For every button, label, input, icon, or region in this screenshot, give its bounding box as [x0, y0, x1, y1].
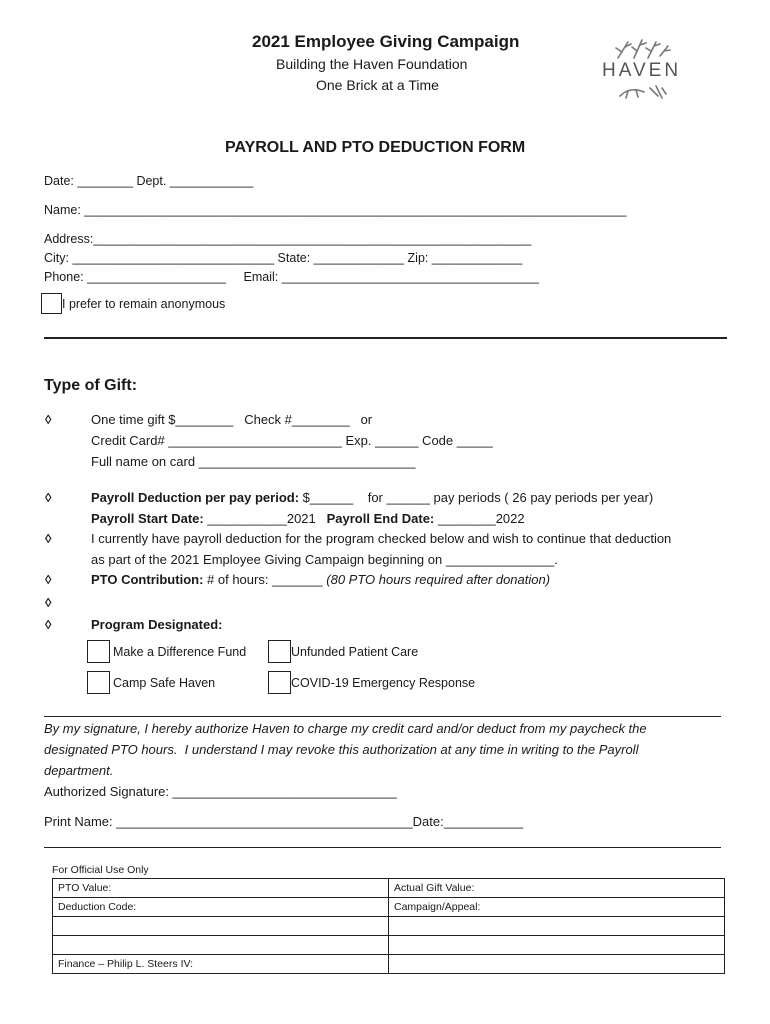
- city-state-zip-line[interactable]: City: _____________________________ State: _____________ Zip: _____________: [44, 251, 523, 265]
- program-checkbox-camp-safe-haven[interactable]: [87, 671, 110, 694]
- program-checkbox-make-a-difference[interactable]: [87, 640, 110, 663]
- name-line[interactable]: Name: ______________________________________________________________________________: [44, 203, 627, 217]
- payroll-deduction-fields[interactable]: $______ for ______ pay periods ( 26 pay periods per year): [299, 490, 654, 505]
- payroll-deduction-line[interactable]: [91, 490, 653, 505]
- campaign-title: 2021 Employee Giving Campaign: [252, 32, 520, 51]
- official-use-heading: For Official Use Only: [52, 864, 149, 876]
- campaign-subtitle: Building the Haven Foundation: [276, 56, 468, 72]
- payroll-dates-line[interactable]: [91, 511, 525, 526]
- bullet-diamond-icon: ◊: [45, 490, 52, 505]
- campaign-appeal-cell[interactable]: Campaign/Appeal:: [389, 898, 725, 917]
- table-row: [53, 917, 725, 936]
- authorization-text-line-1: By my signature, I hereby authorize Haven to charge my credit card and/or deduct from my paycheck the: [44, 721, 647, 736]
- pto-contribution-line[interactable]: [91, 572, 550, 587]
- empty-cell[interactable]: [389, 917, 725, 936]
- authorization-text-line-3: department.: [44, 763, 114, 778]
- official-divider: [44, 847, 721, 848]
- leaf-top-icon: [600, 36, 688, 62]
- empty-cell[interactable]: [53, 917, 389, 936]
- haven-logo: [600, 36, 688, 104]
- pto-contribution-label: PTO Contribution:: [91, 572, 204, 587]
- table-row: [53, 955, 725, 974]
- empty-cell[interactable]: [389, 955, 725, 974]
- type-of-gift-heading: Type of Gift:: [44, 377, 138, 394]
- program-label-unfunded-patient-care: Unfunded Patient Care: [291, 645, 419, 659]
- pto-value-cell[interactable]: PTO Value:: [53, 879, 389, 898]
- leaf-bottom-icon: [600, 82, 688, 104]
- current-payroll-line: I currently have payroll deduction for the program checked below and wish to continue that deduction: [91, 531, 672, 546]
- empty-cell[interactable]: [53, 936, 389, 955]
- deduction-code-cell[interactable]: Deduction Code:: [53, 898, 389, 917]
- program-label-covid-19: COVID-19 Emergency Response: [291, 676, 476, 690]
- bullet-diamond-icon: ◊: [45, 595, 52, 610]
- bullet-diamond-icon: ◊: [45, 572, 52, 587]
- finance-cell[interactable]: Finance – Philip L. Steers IV:: [53, 955, 389, 974]
- bullet-diamond-icon: ◊: [45, 531, 52, 546]
- payroll-start-field[interactable]: ___________2021: [203, 511, 327, 526]
- actual-gift-value-cell[interactable]: Actual Gift Value:: [389, 879, 725, 898]
- program-checkbox-unfunded-patient-care[interactable]: [268, 640, 291, 663]
- authorization-divider: [44, 716, 721, 717]
- empty-cell[interactable]: [389, 936, 725, 955]
- pto-note: (80 PTO hours required after donation): [326, 572, 551, 587]
- one-time-gift-line[interactable]: One time gift $________ Check #________ or: [91, 412, 373, 427]
- date-dept-line[interactable]: Date: ________ Dept. ____________: [44, 174, 254, 188]
- credit-card-line[interactable]: Credit Card# ________________________ Exp. ______ Code _____: [91, 433, 493, 448]
- authorization-text-line-2: designated PTO hours. I understand I may revoke this authorization at any time in writing to the Payroll: [44, 742, 639, 757]
- pto-hours-field[interactable]: # of hours: _______: [203, 572, 327, 587]
- anonymous-label: I prefer to remain anonymous: [62, 297, 226, 311]
- phone-email-line[interactable]: Phone: ____________________ Email: _____________________________________: [44, 270, 539, 284]
- payroll-end-label: Payroll End Date:: [326, 511, 435, 526]
- payroll-start-label: Payroll Start Date:: [91, 511, 204, 526]
- anonymous-checkbox[interactable]: [41, 293, 62, 314]
- authorized-signature-line[interactable]: Authorized Signature: _______________________________: [44, 784, 397, 799]
- address-line[interactable]: Address:_______________________________________________________________: [44, 232, 532, 246]
- payroll-end-field[interactable]: ________2022: [434, 511, 525, 526]
- payroll-deduction-label: Payroll Deduction per pay period:: [91, 490, 300, 505]
- official-use-table: [52, 878, 725, 974]
- table-row: [53, 898, 725, 917]
- table-row: [53, 879, 725, 898]
- form-title: PAYROLL AND PTO DEDUCTION FORM: [225, 139, 526, 156]
- print-name-date-line[interactable]: Print Name: _________________________________________Date:___________: [44, 814, 524, 829]
- bullet-diamond-icon: ◊: [45, 617, 52, 632]
- campaign-tagline: One Brick at a Time: [316, 77, 439, 93]
- program-checkbox-covid-19[interactable]: [268, 671, 291, 694]
- logo-text: HAVEN: [602, 60, 682, 81]
- bullet-diamond-icon: ◊: [45, 412, 52, 427]
- full-name-card-line[interactable]: Full name on card ______________________________: [91, 454, 416, 469]
- program-designated-label: Program Designated:: [91, 617, 223, 632]
- program-label-make-a-difference: Make a Difference Fund: [113, 645, 247, 659]
- section-divider: [44, 337, 727, 339]
- program-label-camp-safe-haven: Camp Safe Haven: [113, 676, 216, 690]
- table-row: [53, 936, 725, 955]
- current-payroll-line-2[interactable]: as part of the 2021 Employee Giving Campaign beginning on _______________.: [91, 552, 558, 567]
